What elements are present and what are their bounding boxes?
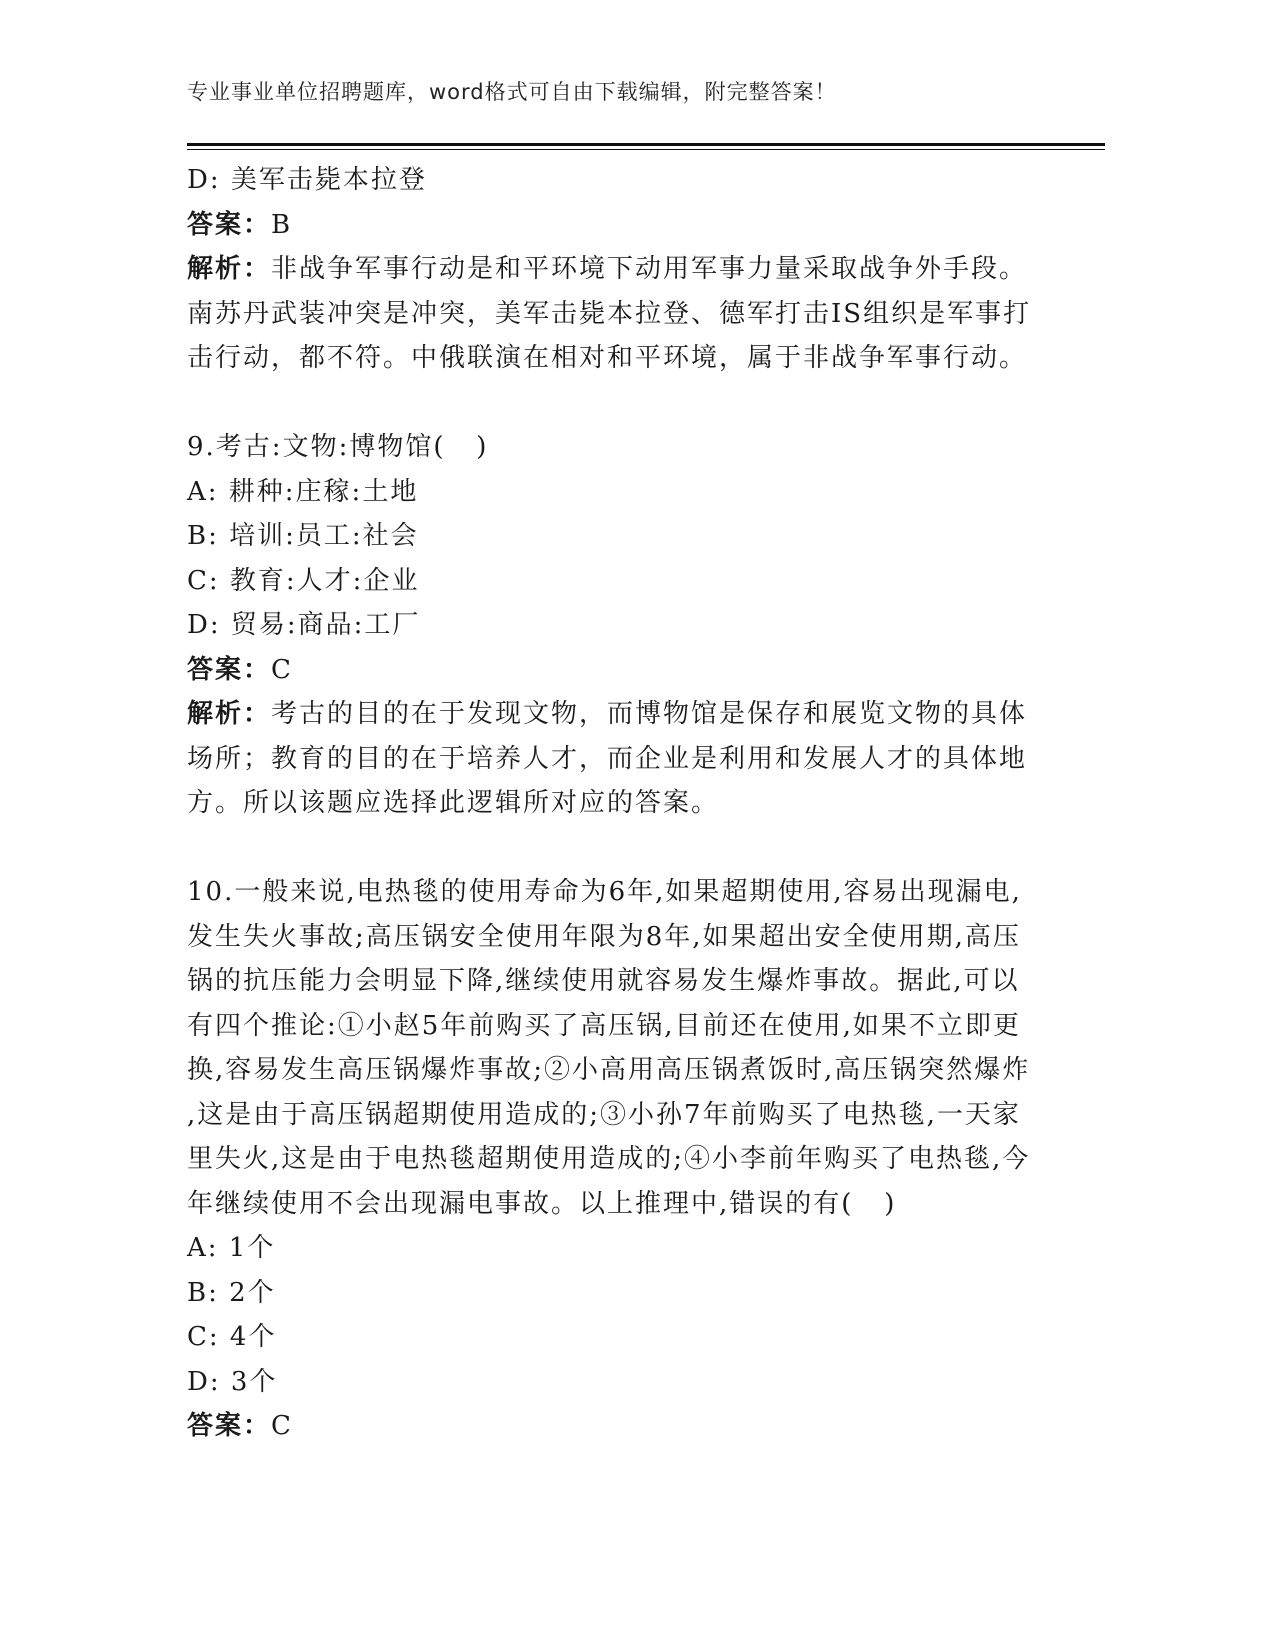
analysis-text: 考古的目的在于发现文物，而博物馆是保存和展览文物的具体 xyxy=(271,699,1028,729)
option-c: C: 4个 xyxy=(187,1322,277,1352)
option-b: B: 2个 xyxy=(187,1277,276,1308)
question-stem: 里失火,这是由于电热毯超期使用造成的;④小李前年购买了电热毯,今 xyxy=(187,1144,1031,1174)
question-stem: 9.考古:文物:博物馆( ) xyxy=(187,432,489,462)
question-9 xyxy=(187,425,1067,826)
spacer xyxy=(187,381,1067,426)
header-rule-thin xyxy=(187,149,1105,150)
question-stem: 锅的抗压能力会明显下降,继续使用就容易发生爆炸事故。据此,可以 xyxy=(187,966,1020,996)
spacer xyxy=(187,826,1067,871)
answer-line xyxy=(187,648,1067,693)
answer-line xyxy=(187,1404,1067,1449)
answer-label: 答案： xyxy=(187,1411,272,1441)
analysis-text: 方。所以该题应选择此逻辑所对应的答案。 xyxy=(187,788,720,818)
analysis-line xyxy=(187,247,1067,292)
document-body xyxy=(187,158,1067,1449)
page-header: 专业事业单位招聘题库，word格式可自由下载编辑，附完整答案！ xyxy=(187,80,837,104)
answer-value: C xyxy=(271,1411,293,1441)
question-10 xyxy=(187,870,1067,1449)
question-stem: 有四个推论:①小赵5年前购买了高压锅,目前还在使用,如果不立即更 xyxy=(187,1010,1021,1041)
option-d: D: 美军击毙本拉登 xyxy=(187,165,427,195)
analysis-text: 击行动，都不符。中俄联演在相对和平环境，属于非战争军事行动。 xyxy=(187,343,1028,373)
option-c: C: 教育:人才:企业 xyxy=(187,565,420,596)
question-stem: 换,容易发生高压锅爆炸事故;②小高用高压锅煮饭时,高压锅突然爆炸 xyxy=(187,1055,1031,1085)
analysis-text: 场所；教育的目的在于培养人才，而企业是利用和发展人才的具体地 xyxy=(187,743,1028,774)
question-stem: 10.一般来说,电热毯的使用寿命为6年,如果超期使用,容易出现漏电, xyxy=(187,877,1022,907)
answer-line xyxy=(187,203,1067,248)
option-d: D: 3个 xyxy=(187,1366,278,1397)
option-a: A: 耕种:庄稼:土地 xyxy=(187,476,419,507)
answer-label: 答案： xyxy=(187,209,272,240)
question-8-tail xyxy=(187,158,1067,381)
option-a: A: 1个 xyxy=(187,1233,276,1263)
question-stem: 年继续使用不会出现漏电事故。以上推理中,错误的有( ) xyxy=(187,1188,897,1219)
answer-value: C xyxy=(271,654,293,685)
option-d: D: 贸易:商品:工厂 xyxy=(187,610,421,640)
analysis-text: 南苏丹武装冲突是冲突，美军击毙本拉登、德军打击IS组织是军事打 xyxy=(187,298,1032,329)
analysis-line xyxy=(187,692,1067,737)
option-b: B: 培训:员工:社会 xyxy=(187,521,419,551)
analysis-label: 解析： xyxy=(187,699,272,729)
question-stem: ,这是由于高压锅超期使用造成的;③小孙7年前购买了电热毯,一天家 xyxy=(187,1099,1021,1130)
analysis-label: 解析： xyxy=(187,254,272,284)
question-stem: 发生失火事故;高压锅安全使用年限为8年,如果超出安全使用期,高压 xyxy=(187,921,1021,952)
answer-value: B xyxy=(271,209,293,240)
header-rule-thick xyxy=(187,143,1105,146)
answer-label: 答案： xyxy=(187,654,272,685)
analysis-text: 非战争军事行动是和平环境下动用军事力量采取战争外手段。 xyxy=(271,254,1028,284)
